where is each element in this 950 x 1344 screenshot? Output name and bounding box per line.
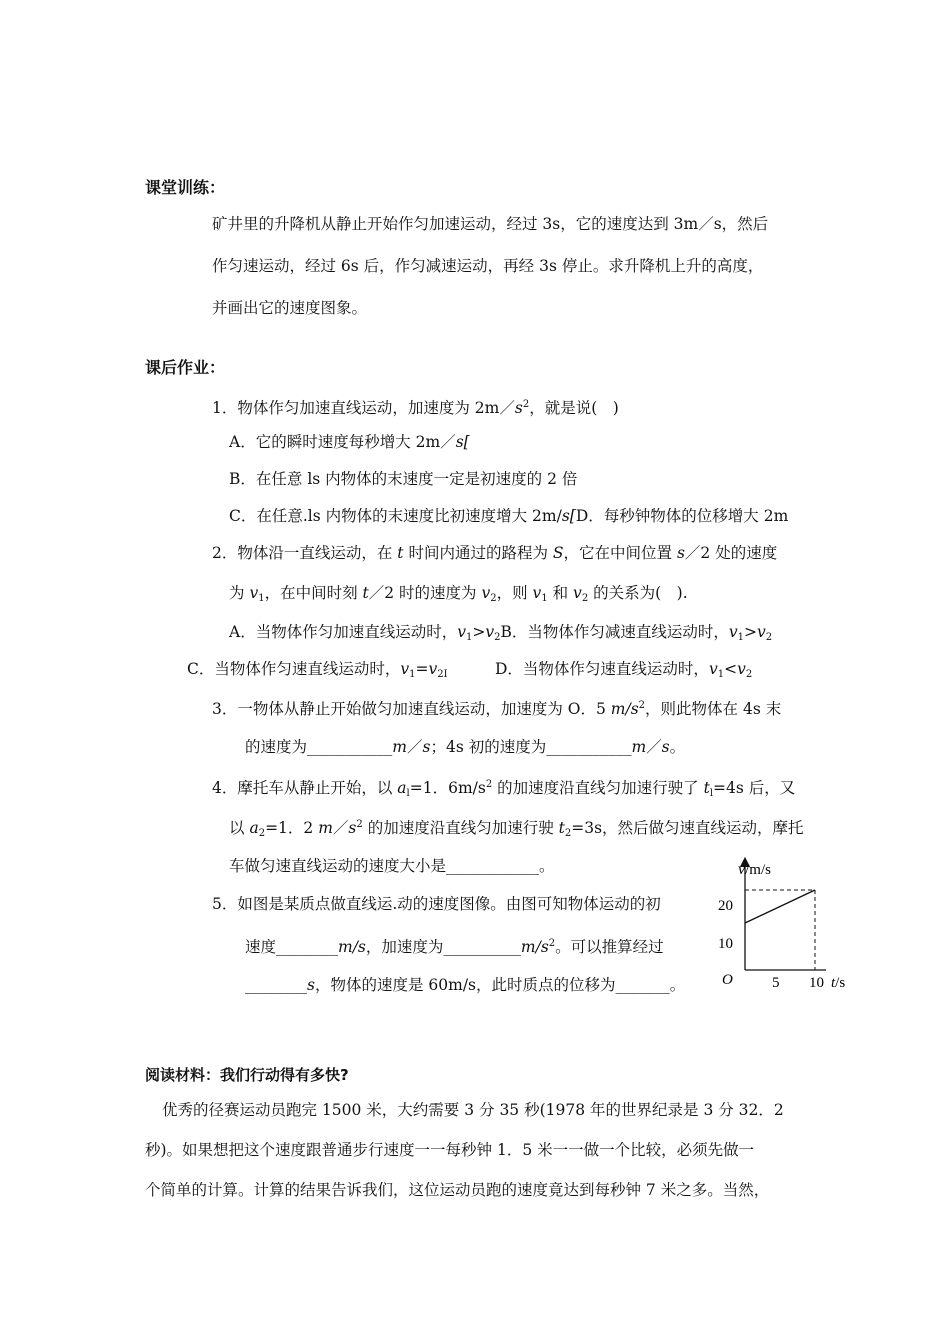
section-heading-classroom: 课堂训练： xyxy=(145,178,226,197)
x-axis-label: t/s xyxy=(831,975,846,991)
question-2-stem-line-2: 为 $v_1$，在中间时刻 t／2 时的速度为 $v_2$，则 $v_1$ 和 $v_2$ 的关系为( ). xyxy=(229,584,688,604)
question-1-option-a: A．它的瞬时速度每秒增大 2m／s[ xyxy=(229,433,470,451)
question-4-line-2: 以 $a_2=1$．2 $m/s^2$ 的加速度沿直线匀加速行驶 $t_2=3s$，然后做匀速直线运动，摩托 xyxy=(229,819,804,839)
y-tick-10: 10 xyxy=(718,936,733,952)
question-5-line-3: ________s，物体的速度是 60m/s，此时质点的位移为_______。 xyxy=(245,976,686,994)
x-tick-5: 5 xyxy=(772,975,780,991)
question-4-line-1: 4．摩托车从静止开始，以 $a_l=1$．$6m/s^2$ 的加速度沿直线匀加速行驶了 $t_l=4s$ 后，又 xyxy=(212,779,796,799)
reading-line: 秒)。如果想把这个速度跟普通步行速度一一每秒钟 1．5 米一一做一个比较，必须先做一 xyxy=(145,1141,755,1159)
origin-label: O xyxy=(722,972,733,988)
question-2-stem-line-1: 2．物体沿一直线运动，在 t 时间内通过的路程为 S，它在中间位置 s／2 处的速度 xyxy=(212,544,778,562)
question-1-option-b: B．在任意 ls 内物体的末速度一定是初速度的 2 倍 xyxy=(229,470,578,488)
question-3-line-2: 的速度为___________m／s；4s 初的速度为___________m／s。 xyxy=(245,738,686,756)
velocity-time-graph xyxy=(700,852,860,1002)
question-4-line-3: 车做匀速直线运动的速度大小是____________。 xyxy=(229,857,555,875)
question-2-options-a-b: A．当物体作匀加速直线运动时，$v_1>v_2B$．当物体作匀减速直线运动时，$v_1>v_2$ xyxy=(229,623,773,643)
question-5-line-2: 速度________m/s，加速度为$\_\_\_\_\_\_\_\_\_\_m/s^2$。可以推算经过 xyxy=(245,938,664,956)
section-heading-homework: 课后作业： xyxy=(145,358,226,377)
question-2-option-d: D．当物体作匀速直线运动时，$v_1<v_2$ xyxy=(495,660,753,680)
paragraph-line: 并画出它的速度图象。 xyxy=(212,299,368,317)
y-axis-label: v/m/s xyxy=(738,861,771,878)
question-5-line-1: 5．如图是某质点做直线运.动的速度图像。由图可知物体运动的初 xyxy=(212,895,661,913)
question-1-options-c-d: C．在任意.ls 内物体的末速度比初速度增大 2m/s[D．每秒钟物体的位移增大 2m xyxy=(229,507,789,525)
x-tick-10: 10 xyxy=(809,975,824,991)
reading-line: 优秀的径赛运动员跑完 1500 米，大约需要 3 分 35 秒(1978 年的世界纪录是 3 分 32．2 xyxy=(162,1101,784,1119)
question-3-line-1: 3．一物体从静止开始做匀加速直线运动，加速度为 O．5 $m/s^2$，则此物体在 4s 末 xyxy=(212,700,782,718)
paragraph-line: 矿井里的升降机从静止开始作匀加速运动，经过 3s，它的速度达到 3m／s，然后 xyxy=(212,215,769,233)
question-2-option-c: C．当物体作匀速直线运动时，$v_1=v_{2I}$ xyxy=(187,660,448,680)
paragraph-line: 作匀速运动，经过 6s 后，作匀减速运动，再经 3s 停止。求升降机上升的高度， xyxy=(212,257,764,275)
question-1-stem: 1．物体作匀加速直线运动，加速度为 $2m/s^2$，就是说( ) xyxy=(212,399,619,417)
reading-line: 个简单的计算。计算的结果告诉我们，这位运动员跑的速度竟达到每秒钟 7 米之多。当然， xyxy=(145,1181,770,1199)
section-heading-reading: 阅读材料：我们行动得有多快? xyxy=(145,1066,349,1084)
velocity-line xyxy=(745,890,815,923)
y-tick-20: 20 xyxy=(718,898,733,914)
